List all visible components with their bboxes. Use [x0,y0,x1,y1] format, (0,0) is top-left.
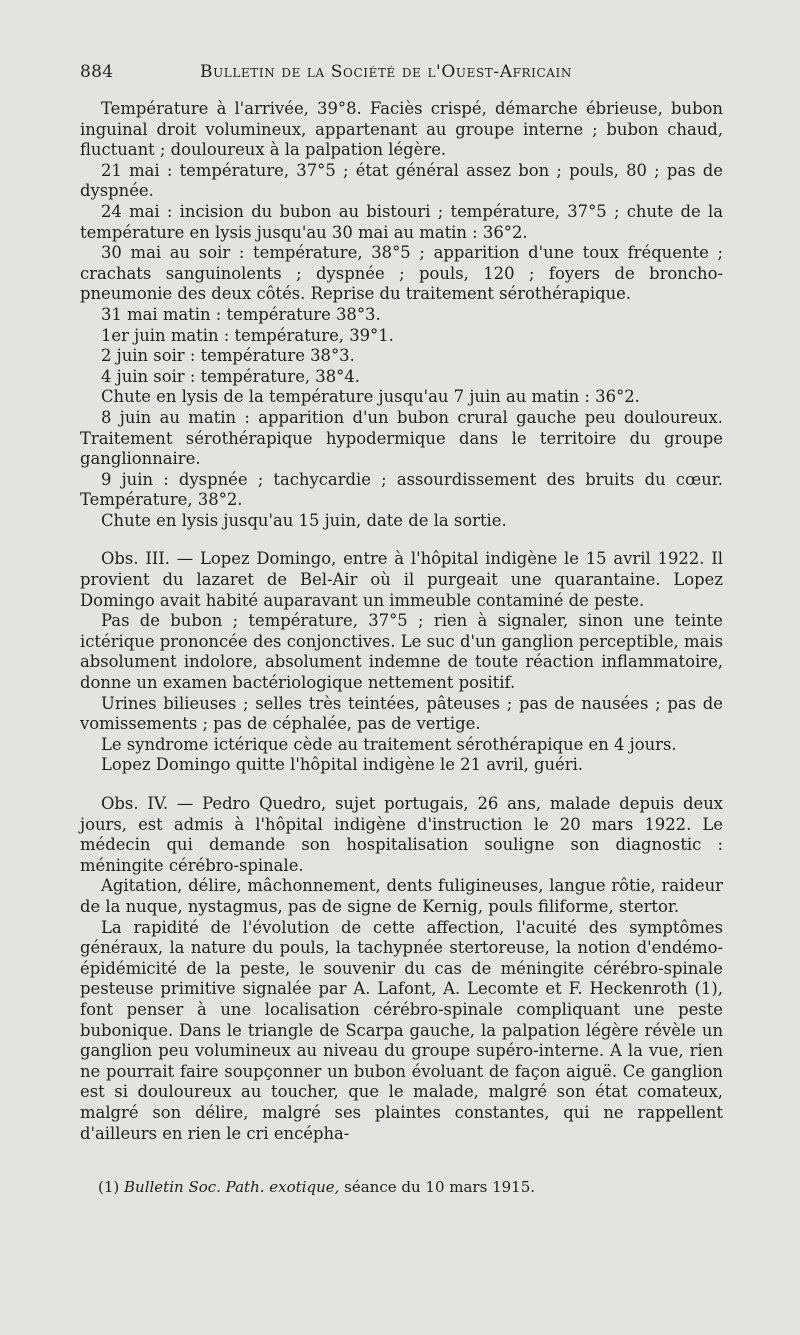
paragraph: 21 mai : température, 37°5 ; état général assez bon ; pouls, 80 ; pas de dyspnée. [80,160,723,201]
page-number: 884 [80,62,114,82]
paragraph: Température à l'arrivée, 39°8. Faciès crispé, démarche ébrieuse, bubon inguinal droit volumineux, appartenant au groupe interne ; bubon chaud, fluctuant ; douloureux à la palpation légère. [80,99,723,160]
paragraph: Obs. III. — Lopez Domingo, entre à l'hôpital indigène le 15 avril 1922. Il provient du lazaret de Bel-Air où il purgeait une quarantaine. Lopez Domingo avait habité auparavant un immeuble contaminé de peste. [80,549,723,610]
paragraph: 4 juin soir : température, 38°4. [101,366,361,386]
footnote [80,1178,720,1196]
body-text [80,99,723,1144]
paragraph: 1er juin matin : température, 39°1. [101,325,394,345]
paragraph: Chute en lysis de la température jusqu'au 7 juin au matin : 36°2. [101,387,640,407]
footnote-rest: séance du 10 mars 1915. [344,1178,536,1196]
footnote-source: Bulletin Soc. Path. exotique, [124,1178,340,1196]
paragraph: 24 mai : incision du bubon au bistouri ; température, 37°5 ; chute de la température en lysis jusqu'au 30 mai au matin : 36°2. [80,201,723,242]
paragraph: Lopez Domingo quitte l'hôpital indigène le 21 avril, guéri. [101,755,584,775]
running-title: Bulletin de la Société de l'Ouest-Africain [200,62,572,82]
paragraph: 9 juin : dyspnée ; tachycardie ; assourdissement des bruits du cœur. Température, 38°2. [80,469,723,510]
paragraph: Agitation, délire, mâchonnement, dents fuligineuses, langue rôtie, raideur de la nuque, nystagmus, pas de signe de Kernig, pouls filiforme, stertor. [80,876,723,916]
paragraph: 30 mai au soir : température, 38°5 ; apparition d'une toux fréquente ; crachats sanguinolents ; dyspnée ; pouls, 120 ; foyers de broncho-pneumonie des deux côtés. Reprise du traitement sérothérapique. [80,243,723,304]
paragraph: 31 mai matin : température 38°3. [101,304,381,324]
paragraph: 8 juin au matin : apparition d'un bubon crural gauche peu douloureux. Traitement sérothérapique hypodermique dans le territoire du groupe ganglionnaire. [80,407,723,469]
paragraph: Chute en lysis jusqu'au 15 juin, date de la sortie. [101,510,507,530]
paragraph: Urines bilieuses ; selles très teintées, pâteuses ; pas de nausées ; pas de vomissements ; pas de céphalée, pas de vertige. [80,693,723,734]
paragraph: 2 juin soir : température 38°3. [101,346,355,366]
paragraph: Le syndrome ictérique cède au traitement sérothérapique en 4 jours. [101,734,677,754]
paragraph: Pas de bubon ; température, 37°5 ; rien à signaler, sinon une teinte ictérique prononcée des conjonctives. Le suc d'un ganglion perceptible, mais absolument indolore, absolument indemne de toute réaction inflammatoire, donne un examen bactériologique nettement positif. [80,611,723,693]
footnote-marker: (1) [98,1178,120,1196]
paragraph: Obs. IV. — Pedro Quedro, sujet portugais, 26 ans, malade depuis deux jours, est admis à l'hôpital indigène d'instruction le 20 mars 1922. Le médecin qui demande son hospitalisation souligne son diagnostic : méningite cérébro-spinale. [80,794,723,875]
paragraph: La rapidité de l'évolution de cette affection, l'acuité des symptômes généraux, la nature du pouls, la tachypnée stertoreuse, la notion d'endémo-épidémicité de la peste, le souvenir du cas de méningite cérébro-spinale pesteuse primitive signalée par A. Lafont, A. Lecomte et F. Heckenroth (1), font penser à une localisation cérébro-spinale compliquant une peste bubonique. Dans le triangle de Scarpa gauche, la palpation légère révèle un ganglion peu volumineux au niveau du groupe supéro-interne. A la vue, rien ne pourrait faire soupçonner un bubon évoluant de façon aiguë. Ce ganglion est si douloureux au toucher, que le malade, malgré son état comateux, malgré son délire, malgré ses plaintes constantes, qui ne rappellent d'ailleurs en rien le cri encépha- [80,917,723,1143]
